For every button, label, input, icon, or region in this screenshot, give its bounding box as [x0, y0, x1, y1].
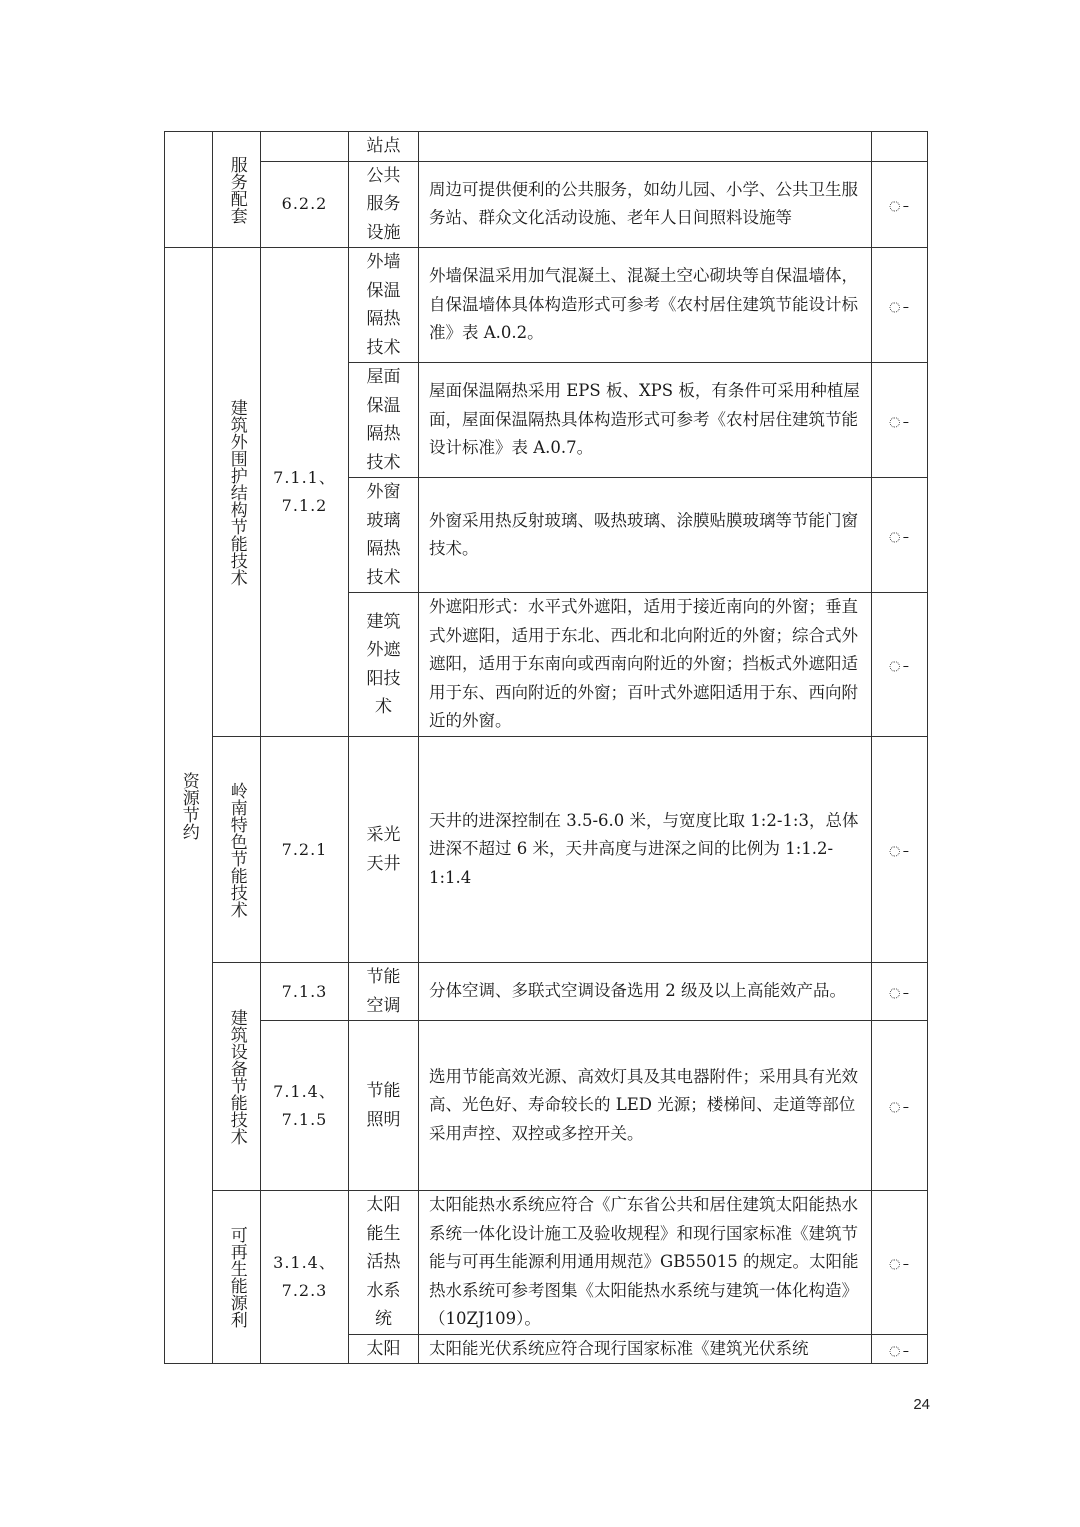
clause-cell: [261, 132, 349, 162]
item-cell: [349, 478, 419, 593]
content-cell: [419, 737, 872, 963]
applicable-mark-icon: ꩽ: [888, 522, 911, 547]
item-label: 外窗 玻璃 隔热 技术: [366, 482, 401, 588]
applicable-mark-icon: ꩽ: [888, 979, 911, 1004]
content-cell: [419, 132, 872, 162]
table-row: [165, 737, 928, 963]
table-row: [165, 161, 928, 248]
subcategory-label: 服务配套: [226, 155, 247, 224]
table-row: [165, 248, 928, 363]
content-text: 分体空调、多联式空调设备选用 2 级及以上高能效产品。: [429, 981, 846, 1001]
mark-cell: [872, 963, 928, 1021]
item-cell: [349, 161, 419, 248]
clause-cell: [261, 737, 349, 963]
clause-number: 7.2.1: [281, 839, 328, 859]
item-label: 节能 照明: [366, 1081, 401, 1130]
applicable-mark-icon: ꩽ: [888, 1093, 911, 1118]
item-cell: [349, 363, 419, 478]
clause-number: 7.1.5: [281, 1109, 328, 1129]
page-number: 24: [913, 1396, 930, 1413]
item-cell: [349, 132, 419, 162]
category-cell: [165, 248, 213, 1364]
clause-stack: [261, 1249, 348, 1305]
category-label: 资源节约: [178, 771, 199, 840]
mark-cell: [872, 161, 928, 248]
content-text: 选用节能高效光源、高效灯具及其电器附件；采用具有光效高、光色好、寿命较长的 LED 光源；楼梯间、走道等部位采用声控、双控或多控开关。: [429, 1066, 858, 1143]
clause-cell: [261, 248, 349, 737]
content-text: 外遮阳形式：水平式外遮阳，适用于接近南向的外窗；垂直式外遮阳，适用于东北、西北和北向附近的外窗；综合式外遮阳，适用于东南向或西南向附近的外窗；挡板式外遮阳适用于东、西向附近的外窗；百叶式外遮阳适用于东、西向附近的外窗。: [429, 597, 858, 731]
item-cell: [349, 963, 419, 1021]
applicable-mark-icon: ꩽ: [888, 1336, 911, 1361]
clause-number: 7.2.3: [281, 1281, 328, 1300]
table-row: [165, 132, 928, 162]
applicable-mark-icon: ꩽ: [888, 192, 911, 216]
content-cell: [419, 248, 872, 363]
content-cell: [419, 1021, 872, 1191]
spec-table: [164, 131, 928, 1364]
table-row: [165, 1191, 928, 1335]
subcategory-cell: [213, 737, 261, 963]
clause-stack: [261, 464, 348, 520]
clause-number: 7.1.1、: [273, 468, 336, 487]
content-cell: [419, 1334, 872, 1364]
item-label: 建筑 外遮 阳技 术: [366, 611, 401, 717]
table-row: [165, 1021, 928, 1191]
content-text: 天井的进深控制在 3.5-6.0 米，与宽度比取 1:2-1:3，总体进深不超过 6 米，天井高度与进深之间的比例为 1:1.2-1:1.4: [429, 810, 859, 887]
clause-cell: [261, 1191, 349, 1364]
item-label: 外墙 保温 隔热 技术: [366, 252, 401, 358]
subcategory-cell: [213, 963, 261, 1191]
content-cell: [419, 363, 872, 478]
mark-cell: [872, 248, 928, 363]
applicable-mark-icon: ꩽ: [888, 407, 911, 432]
applicable-mark-icon: ꩽ: [888, 652, 911, 677]
content-cell: [419, 593, 872, 737]
content-cell: [419, 1191, 872, 1335]
item-cell: [349, 1334, 419, 1364]
content-text: 周边可提供便利的公共服务，如幼儿园、小学、公共卫生服务站、群众文化活动设施、老年人日间照料设施等: [429, 179, 858, 228]
applicable-mark-icon: ꩽ: [888, 292, 911, 317]
item-cell: [349, 248, 419, 363]
item-cell: [349, 593, 419, 737]
mark-cell: [872, 1334, 928, 1364]
content-text: 外墙保温采用加气混凝土、混凝土空心砌块等自保温墙体，自保温墙体具体构造形式可参考《农村居住建筑节能设计标准》表 A.0.2。: [429, 266, 858, 343]
content-text: 太阳能热水系统应符合《广东省公共和居住建筑太阳能热水系统一体化设计施工及验收规程》和现行国家标准《建筑节能与可再生能源利用通用规范》GB55015 的规定。太阳能热水系统可参考图集《太阳能热水系统与建筑一体化构造》（10ZJ109）。: [429, 1195, 859, 1328]
mark-cell: [872, 132, 928, 162]
item-cell: [349, 737, 419, 963]
subcategory-label: 建筑设备节能技术: [226, 1008, 247, 1145]
subcategory-cell: [213, 132, 261, 248]
category-cell-empty: [165, 132, 213, 248]
mark-cell: [872, 1021, 928, 1191]
item-label: 站点: [366, 136, 401, 156]
clause-number: 3.1.4、: [273, 1253, 336, 1272]
clause-stack: [261, 1078, 348, 1134]
clause-number: 7.1.4、: [273, 1081, 336, 1101]
content-cell: [419, 161, 872, 248]
mark-cell: [872, 1191, 928, 1335]
item-cell: [349, 1191, 419, 1335]
content-text: 太阳能光伏系统应符合现行国家标准《建筑光伏系统: [429, 1338, 809, 1358]
content-cell: [419, 478, 872, 593]
mark-cell: [872, 737, 928, 963]
subcategory-label: 可再生能源利: [226, 1226, 247, 1328]
mark-cell: [872, 363, 928, 478]
clause-number: 6.2.2: [281, 194, 328, 214]
clause-cell: [261, 1021, 349, 1191]
clause-cell: [261, 963, 349, 1021]
clause-cell: [261, 161, 349, 248]
item-label: 采光 天井: [366, 825, 401, 874]
item-cell: [349, 1021, 419, 1191]
item-label: 太阳 能生 活热 水系 统: [366, 1195, 401, 1329]
subcategory-label: 岭南特色节能技术: [226, 781, 247, 918]
item-label: 节能 空调: [366, 967, 401, 1016]
content-text: 屋面保温隔热采用 EPS 板、XPS 板，有条件可采用种植屋面，屋面保温隔热具体构造形式可参考《农村居住建筑节能设计标准》表 A.0.7。: [429, 381, 860, 458]
subcategory-cell: [213, 248, 261, 737]
item-label: 太阳: [366, 1338, 401, 1359]
mark-cell: [872, 593, 928, 737]
subcategory-cell: [213, 1191, 261, 1364]
item-label: 公共 服务 设施: [366, 165, 401, 243]
mark-cell: [872, 478, 928, 593]
subcategory-label: 建筑外围护结构节能技术: [226, 398, 247, 586]
clause-number: 7.1.2: [281, 496, 328, 515]
clause-number: 7.1.3: [281, 981, 328, 1001]
table-row: [165, 963, 928, 1021]
applicable-mark-icon: ꩽ: [888, 837, 911, 862]
item-label: 屋面 保温 隔热 技术: [366, 367, 401, 473]
content-text: 外窗采用热反射玻璃、吸热玻璃、涂膜贴膜玻璃等节能门窗技术。: [429, 510, 858, 558]
content-cell: [419, 963, 872, 1021]
applicable-mark-icon: ꩽ: [888, 1250, 911, 1274]
